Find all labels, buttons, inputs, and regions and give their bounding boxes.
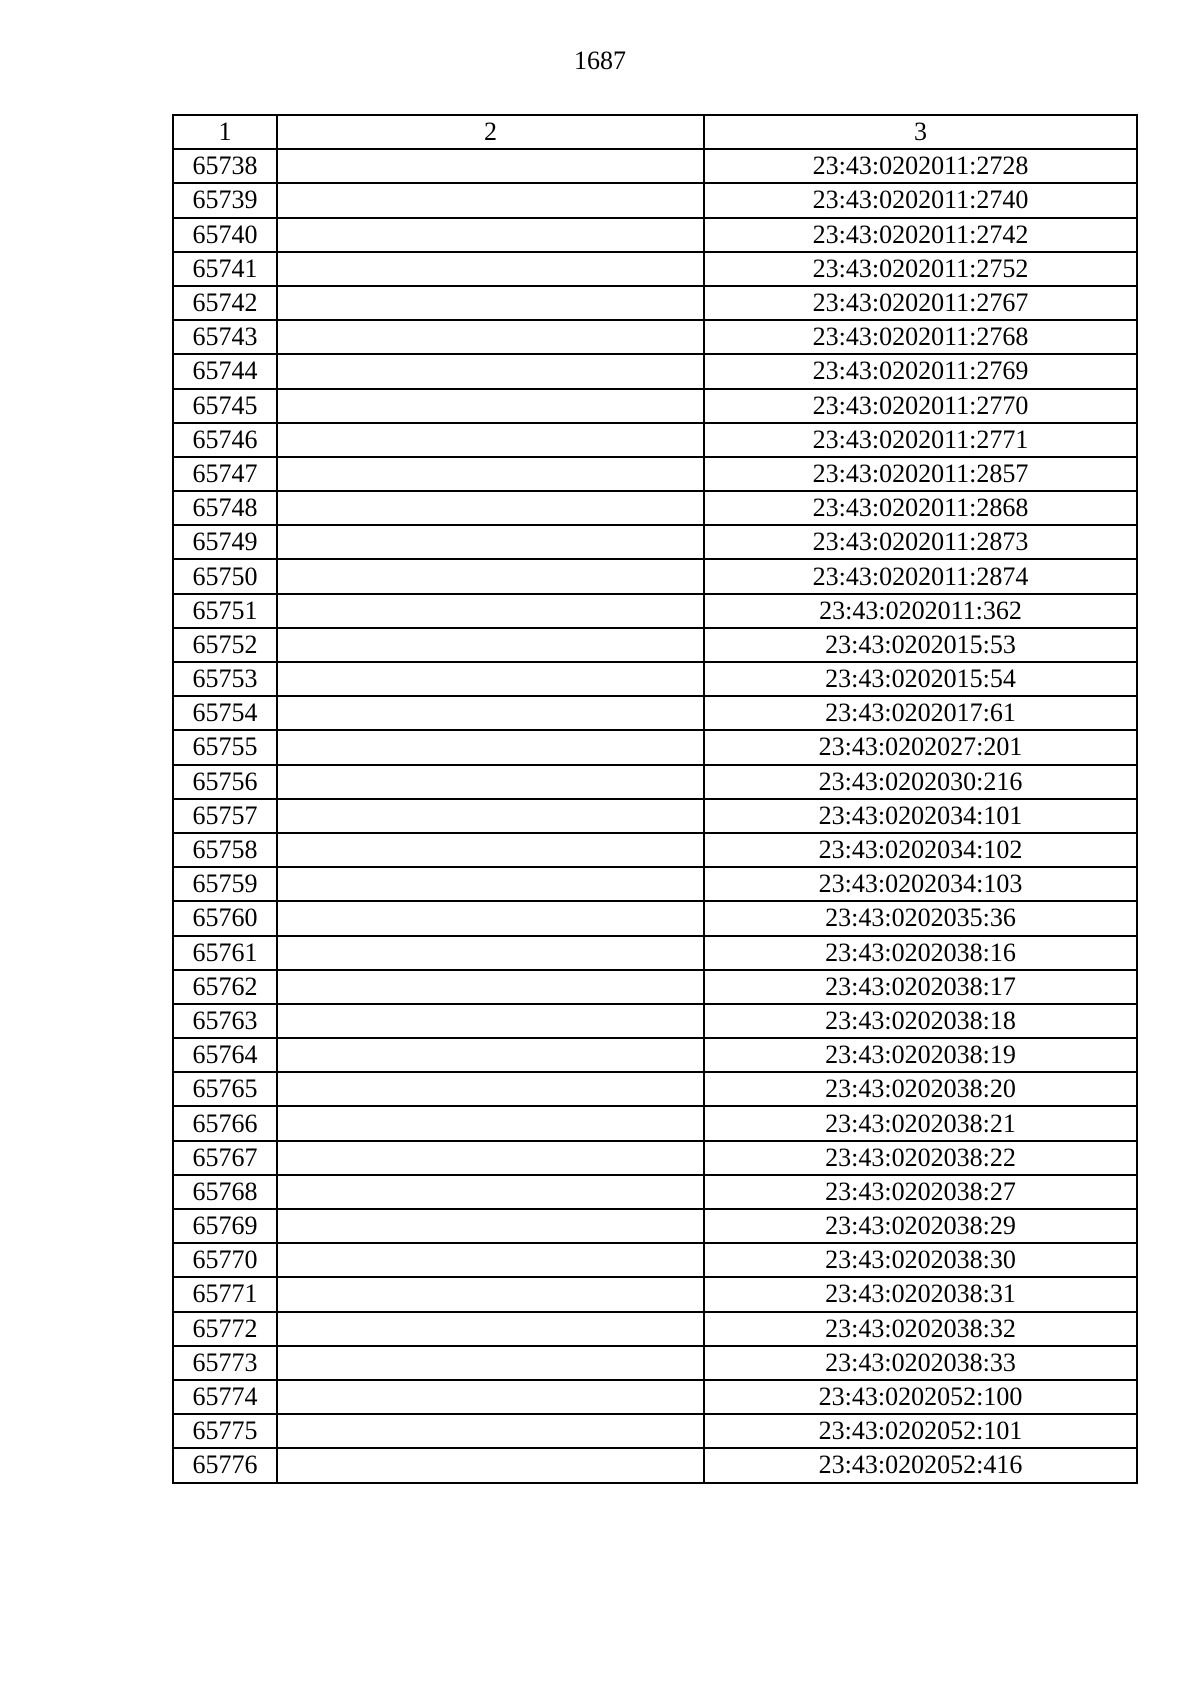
table-row [173, 901, 1137, 935]
row-number-cell: 65769 [173, 1209, 277, 1243]
cadastral-number-cell: 23:43:0202038:27 [704, 1175, 1137, 1209]
description-cell [277, 936, 704, 970]
table-row [173, 1312, 1137, 1346]
description-cell [277, 594, 704, 628]
cadastral-number-cell: 23:43:0202038:20 [704, 1072, 1137, 1106]
cadastral-number-cell: 23:43:0202038:29 [704, 1209, 1137, 1243]
row-number-cell: 65743 [173, 320, 277, 354]
description-cell [277, 286, 704, 320]
cadastral-number-cell: 23:43:0202011:2769 [704, 354, 1137, 388]
table-row [173, 1448, 1137, 1482]
table-row [173, 457, 1137, 491]
row-number-cell: 65771 [173, 1277, 277, 1311]
cadastral-number-cell: 23:43:0202011:2740 [704, 183, 1137, 217]
description-cell [277, 901, 704, 935]
cadastral-number-cell: 23:43:0202038:32 [704, 1312, 1137, 1346]
cadastral-number-cell: 23:43:0202011:2752 [704, 252, 1137, 286]
row-number-cell: 65742 [173, 286, 277, 320]
row-number-cell: 65759 [173, 867, 277, 901]
description-cell [277, 696, 704, 730]
cadastral-number-cell: 23:43:0202038:33 [704, 1346, 1137, 1380]
cadastral-number-cell: 23:43:0202030:216 [704, 765, 1137, 799]
row-number-cell: 65762 [173, 970, 277, 1004]
description-cell [277, 1038, 704, 1072]
description-cell [277, 1004, 704, 1038]
description-cell [277, 867, 704, 901]
cadastral-number-cell: 23:43:0202038:17 [704, 970, 1137, 1004]
row-number-cell: 65768 [173, 1175, 277, 1209]
column-header-1: 1 [173, 115, 277, 149]
cadastral-number-cell: 23:43:0202011:2767 [704, 286, 1137, 320]
row-number-cell: 65760 [173, 901, 277, 935]
row-number-cell: 65776 [173, 1448, 277, 1482]
description-cell [277, 1072, 704, 1106]
row-number-cell: 65740 [173, 218, 277, 252]
table-row [173, 1106, 1137, 1140]
row-number-cell: 65754 [173, 696, 277, 730]
row-number-cell: 65770 [173, 1243, 277, 1277]
description-cell [277, 252, 704, 286]
row-number-cell: 65766 [173, 1106, 277, 1140]
description-cell [277, 1243, 704, 1277]
row-number-cell: 65744 [173, 354, 277, 388]
description-cell [277, 525, 704, 559]
row-number-cell: 65751 [173, 594, 277, 628]
cadastral-number-cell: 23:43:0202011:2874 [704, 559, 1137, 593]
table-row [173, 423, 1137, 457]
table-row [173, 389, 1137, 423]
table-row [173, 491, 1137, 525]
column-header-3: 3 [704, 115, 1137, 149]
row-number-cell: 65756 [173, 765, 277, 799]
cadastral-number-cell: 23:43:0202011:2770 [704, 389, 1137, 423]
table-row [173, 1346, 1137, 1380]
column-header-2: 2 [277, 115, 704, 149]
description-cell [277, 559, 704, 593]
table-row [173, 286, 1137, 320]
description-cell [277, 1209, 704, 1243]
row-number-cell: 65738 [173, 149, 277, 183]
table-row [173, 559, 1137, 593]
cadastral-number-cell: 23:43:0202011:362 [704, 594, 1137, 628]
row-number-cell: 65773 [173, 1346, 277, 1380]
row-number-cell: 65758 [173, 833, 277, 867]
description-cell [277, 1106, 704, 1140]
cadastral-number-cell: 23:43:0202038:18 [704, 1004, 1137, 1038]
description-cell [277, 662, 704, 696]
cadastral-number-cell: 23:43:0202011:2771 [704, 423, 1137, 457]
row-number-cell: 65750 [173, 559, 277, 593]
row-number-cell: 65757 [173, 799, 277, 833]
row-number-cell: 65749 [173, 525, 277, 559]
description-cell [277, 1346, 704, 1380]
cadastral-number-cell: 23:43:0202011:2857 [704, 457, 1137, 491]
cadastral-number-cell: 23:43:0202034:101 [704, 799, 1137, 833]
cadastral-number-cell: 23:43:0202011:2868 [704, 491, 1137, 525]
table-row [173, 628, 1137, 662]
table-row [173, 833, 1137, 867]
row-number-cell: 65775 [173, 1414, 277, 1448]
table-row [173, 149, 1137, 183]
description-cell [277, 730, 704, 764]
table-body [173, 115, 1137, 1483]
table-row [173, 218, 1137, 252]
table-row [173, 1209, 1137, 1243]
cadastral-number-cell: 23:43:0202038:30 [704, 1243, 1137, 1277]
table-row [173, 183, 1137, 217]
cadastral-number-cell: 23:43:0202038:31 [704, 1277, 1137, 1311]
description-cell [277, 1175, 704, 1209]
description-cell [277, 1277, 704, 1311]
description-cell [277, 320, 704, 354]
page-number: 1687 [574, 46, 626, 75]
description-cell [277, 354, 704, 388]
row-number-cell: 65774 [173, 1380, 277, 1414]
description-cell [277, 970, 704, 1004]
table-row [173, 1380, 1137, 1414]
table-row [173, 867, 1137, 901]
cadastral-number-cell: 23:43:0202015:54 [704, 662, 1137, 696]
description-cell [277, 183, 704, 217]
table-row [173, 252, 1137, 286]
row-number-cell: 65741 [173, 252, 277, 286]
description-cell [277, 1312, 704, 1346]
cadastral-number-cell: 23:43:0202034:103 [704, 867, 1137, 901]
table-row [173, 799, 1137, 833]
row-number-cell: 65746 [173, 423, 277, 457]
table-row [173, 594, 1137, 628]
table-row [173, 1004, 1137, 1038]
row-number-cell: 65755 [173, 730, 277, 764]
cadastral-number-cell: 23:43:0202017:61 [704, 696, 1137, 730]
table-header-row [173, 115, 1137, 149]
row-number-cell: 65765 [173, 1072, 277, 1106]
table-row [173, 765, 1137, 799]
row-number-cell: 65772 [173, 1312, 277, 1346]
description-cell [277, 457, 704, 491]
row-number-cell: 65748 [173, 491, 277, 525]
table-row [173, 1141, 1137, 1175]
cadastral-number-cell: 23:43:0202038:22 [704, 1141, 1137, 1175]
cadastral-number-cell: 23:43:0202027:201 [704, 730, 1137, 764]
table-row [173, 525, 1137, 559]
cadastral-number-cell: 23:43:0202035:36 [704, 901, 1137, 935]
table-row [173, 730, 1137, 764]
registry-table [172, 114, 1138, 1484]
cadastral-number-cell: 23:43:0202038:16 [704, 936, 1137, 970]
cadastral-number-cell: 23:43:0202015:53 [704, 628, 1137, 662]
table-row [173, 1072, 1137, 1106]
row-number-cell: 65761 [173, 936, 277, 970]
row-number-cell: 65747 [173, 457, 277, 491]
description-cell [277, 149, 704, 183]
cadastral-number-cell: 23:43:0202034:102 [704, 833, 1137, 867]
description-cell [277, 218, 704, 252]
row-number-cell: 65752 [173, 628, 277, 662]
table-row [173, 1414, 1137, 1448]
row-number-cell: 65745 [173, 389, 277, 423]
table-row [173, 1038, 1137, 1072]
description-cell [277, 491, 704, 525]
cadastral-number-cell: 23:43:0202052:100 [704, 1380, 1137, 1414]
description-cell [277, 1448, 704, 1482]
description-cell [277, 628, 704, 662]
cadastral-number-cell: 23:43:0202038:21 [704, 1106, 1137, 1140]
description-cell [277, 1380, 704, 1414]
table-row [173, 1277, 1137, 1311]
row-number-cell: 65739 [173, 183, 277, 217]
table-row [173, 936, 1137, 970]
table-row [173, 1243, 1137, 1277]
table-row [173, 1175, 1137, 1209]
description-cell [277, 389, 704, 423]
description-cell [277, 423, 704, 457]
description-cell [277, 799, 704, 833]
cadastral-number-cell: 23:43:0202011:2768 [704, 320, 1137, 354]
row-number-cell: 65753 [173, 662, 277, 696]
cadastral-number-cell: 23:43:0202052:416 [704, 1448, 1137, 1482]
description-cell [277, 765, 704, 799]
row-number-cell: 65764 [173, 1038, 277, 1072]
table-row [173, 662, 1137, 696]
table-row [173, 696, 1137, 730]
cadastral-number-cell: 23:43:0202011:2728 [704, 149, 1137, 183]
cadastral-number-cell: 23:43:0202011:2873 [704, 525, 1137, 559]
cadastral-number-cell: 23:43:0202052:101 [704, 1414, 1137, 1448]
description-cell [277, 1141, 704, 1175]
table-row [173, 354, 1137, 388]
cadastral-number-cell: 23:43:0202011:2742 [704, 218, 1137, 252]
table-row [173, 970, 1137, 1004]
row-number-cell: 65767 [173, 1141, 277, 1175]
cadastral-number-cell: 23:43:0202038:19 [704, 1038, 1137, 1072]
row-number-cell: 65763 [173, 1004, 277, 1038]
description-cell [277, 833, 704, 867]
description-cell [277, 1414, 704, 1448]
table-row [173, 320, 1137, 354]
